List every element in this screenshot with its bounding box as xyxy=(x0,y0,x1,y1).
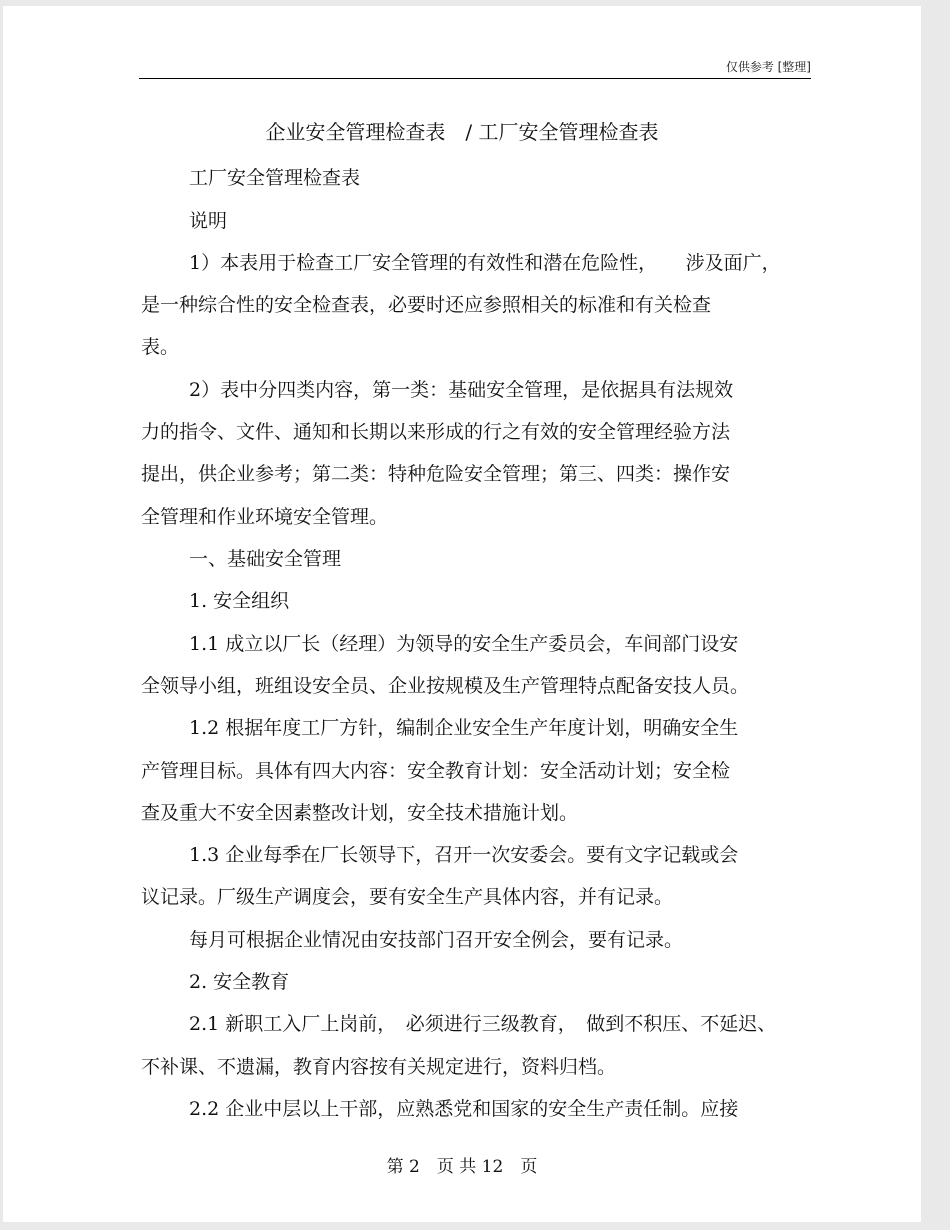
section-heading: 一、基础安全管理 xyxy=(189,548,342,570)
text-line: 查及重大不安全因素整改计划，安全技术措施计划。 xyxy=(141,802,579,824)
subsection-heading: 2. 安全教育 xyxy=(189,971,290,993)
text-line: 产管理目标。具体有四大内容：安全教育计划：安全活动计划；安全检 xyxy=(141,760,731,782)
text-line: 1.1 成立以厂长（经理）为领导的安全生产委员会，车间部门设安 xyxy=(189,633,739,655)
text-line: 1.3 企业每季在厂长领导下，召开一次安委会。要有文字记载或会 xyxy=(189,844,739,866)
page-number-footer: 第 2 页 共 12 页 xyxy=(386,1157,538,1177)
header-note: 仅供参考 [整理] xyxy=(725,60,811,74)
text-line: 不补课、不遗漏，教育内容按有关规定进行，资料归档。 xyxy=(141,1056,617,1078)
text-line: 2.2 企业中层以上干部，应熟悉党和国家的安全生产责任制。应接 xyxy=(189,1098,739,1120)
document-page xyxy=(3,6,921,1222)
text-line: 每月可根据企业情况由安技部门召开安全例会，要有记录。 xyxy=(189,929,684,951)
subsection-heading: 1. 安全组织 xyxy=(189,590,290,612)
text-line: 是一种综合性的安全检查表，必要时还应参照相关的标准和有关检查 xyxy=(141,294,712,316)
text-line: 议记录。厂级生产调度会，要有安全生产具体内容，并有记录。 xyxy=(141,886,674,908)
text-line: 2）表中分四类内容，第一类：基础安全管理，是依据具有法规效 xyxy=(189,379,734,401)
document-title: 企业安全管理检查表 / 工厂安全管理检查表 xyxy=(265,120,659,144)
text-line: 全领导小组，班组设安全员、企业按规模及生产管理特点配备安技人员。 xyxy=(141,675,750,697)
text-line: 提出，供企业参考；第二类：特种危险安全管理；第三、四类：操作安 xyxy=(141,463,731,485)
text-line: 1.2 根据年度工厂方针，编制企业安全生产年度计划，明确安全生 xyxy=(189,717,739,739)
text-line: 说明 xyxy=(189,210,228,232)
subtitle-line: 工厂安全管理检查表 xyxy=(189,167,361,189)
text-line: 2.1 新职工入厂上岗前， 必须进行三级教育， 做到不积压、不延迟、 xyxy=(189,1013,777,1035)
header-divider xyxy=(139,78,811,79)
text-line: 1）本表用于检查工厂安全管理的有效性和潜在危险性， 涉及面广， xyxy=(189,252,781,274)
text-line: 表。 xyxy=(141,336,180,358)
text-line: 力的指令、文件、通知和长期以来形成的行之有效的安全管理经验方法 xyxy=(141,421,731,443)
text-line: 全管理和作业环境安全管理。 xyxy=(141,506,389,528)
